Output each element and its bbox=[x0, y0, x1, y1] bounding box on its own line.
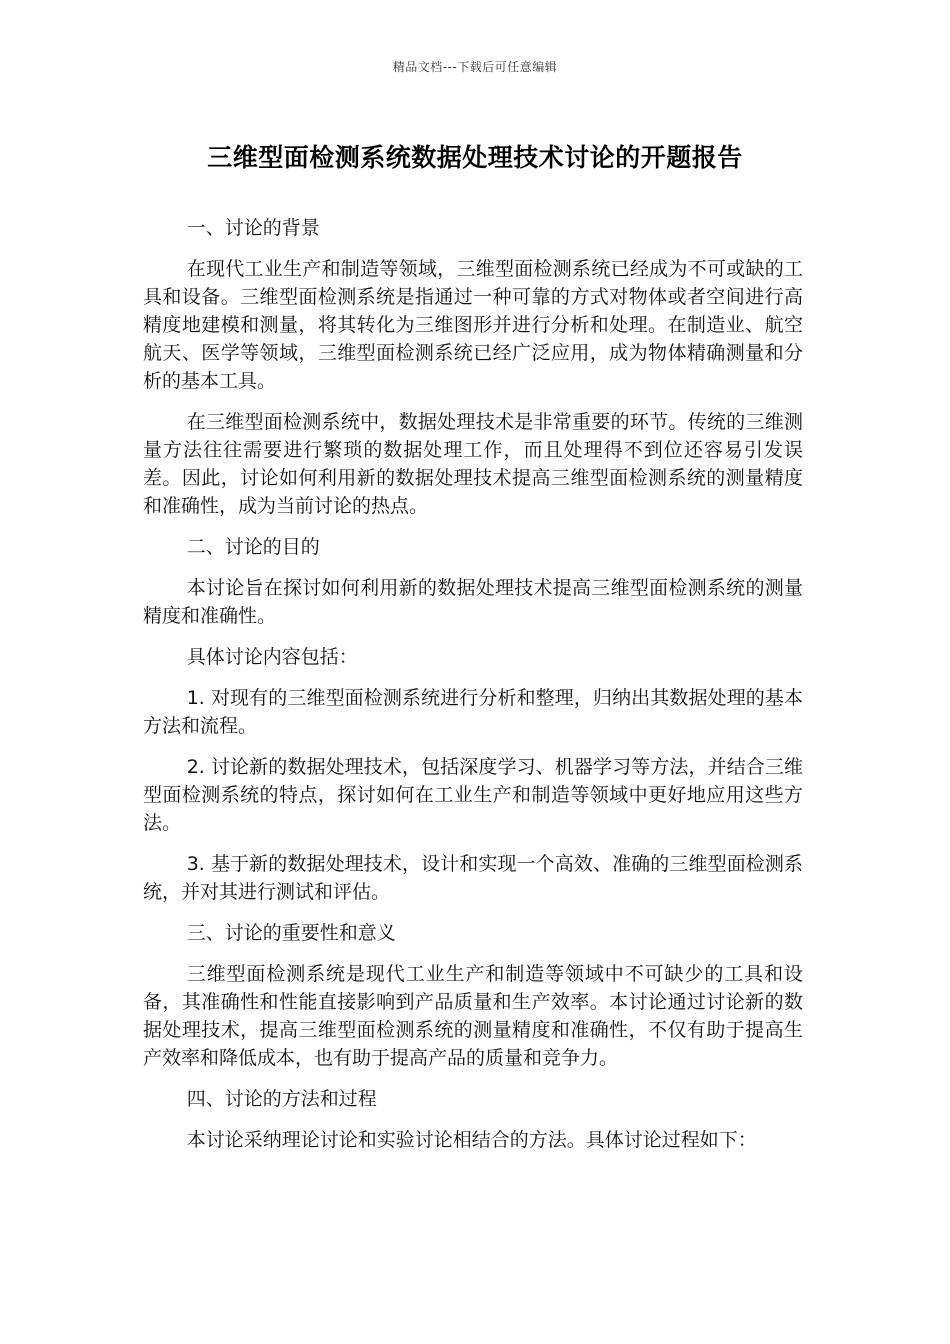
list-item-2: 2. 讨论新的数据处理技术，包括深度学习、机器学习等方法，并结合三维型面检测系统的特点，探讨如何在工业生产和制造等领域中更好地应用这些方法。 bbox=[143, 756, 803, 834]
paragraph-method: 本讨论采纳理论讨论和实验讨论相结合的方法。具体讨论过程如下： bbox=[186, 1129, 757, 1151]
section-heading-purpose: 二、讨论的目的 bbox=[186, 536, 320, 558]
page-header: 精品文档---下载后可任意编辑 bbox=[392, 60, 558, 74]
document-body bbox=[143, 214, 803, 1167]
document-title: 三维型面检测系统数据处理技术讨论的开题报告 bbox=[207, 143, 743, 172]
section-heading-background: 一、讨论的背景 bbox=[186, 217, 320, 239]
paragraph-significance: 三维型面检测系统是现代工业生产和制造等领域中不可缺少的工具和设备，其准确性和性能直接影响到产品质量和生产效率。本讨论通过讨论新的数据处理技术，提高三维型面检测系统的测量精度和准确性，不仅有助于提高生产效率和降低成本，也有助于提高产品的质量和竞争力。 bbox=[143, 963, 803, 1069]
list-item-3: 3. 基于新的数据处理技术，设计和实现一个高效、准确的三维型面检测系统，并对其进行测试和评估。 bbox=[143, 853, 803, 903]
paragraph-purpose-intro: 具体讨论内容包括： bbox=[186, 646, 358, 668]
section-heading-significance: 三、讨论的重要性和意义 bbox=[186, 922, 396, 944]
paragraph-background-2: 在三维型面检测系统中，数据处理技术是非常重要的环节。传统的三维测量方法往往需要进行繁琐的数据处理工作，而且处理得不到位还容易引发误差。因此，讨论如何利用新的数据处理技术提高三维型面检测系统的测量精度和准确性，成为当前讨论的热点。 bbox=[143, 411, 803, 517]
list-item-1: 1. 对现有的三维型面检测系统进行分析和整理，归纳出其数据处理的基本方法和流程。 bbox=[143, 687, 803, 737]
section-heading-method: 四、讨论的方法和过程 bbox=[186, 1088, 377, 1110]
paragraph-background-1: 在现代工业生产和制造等领域，三维型面检测系统已经成为不可或缺的工具和设备。三维型面检测系统是指通过一种可靠的方式对物体或者空间进行高精度地建模和测量，将其转化为三维图形并进行分析和处理。在制造业、航空航天、医学等领域，三维型面检测系统已经广泛应用，成为物体精确测量和分析的基本工具。 bbox=[143, 258, 803, 392]
paragraph-purpose-1: 本讨论旨在探讨如何利用新的数据处理技术提高三维型面检测系统的测量精度和准确性。 bbox=[143, 577, 803, 627]
